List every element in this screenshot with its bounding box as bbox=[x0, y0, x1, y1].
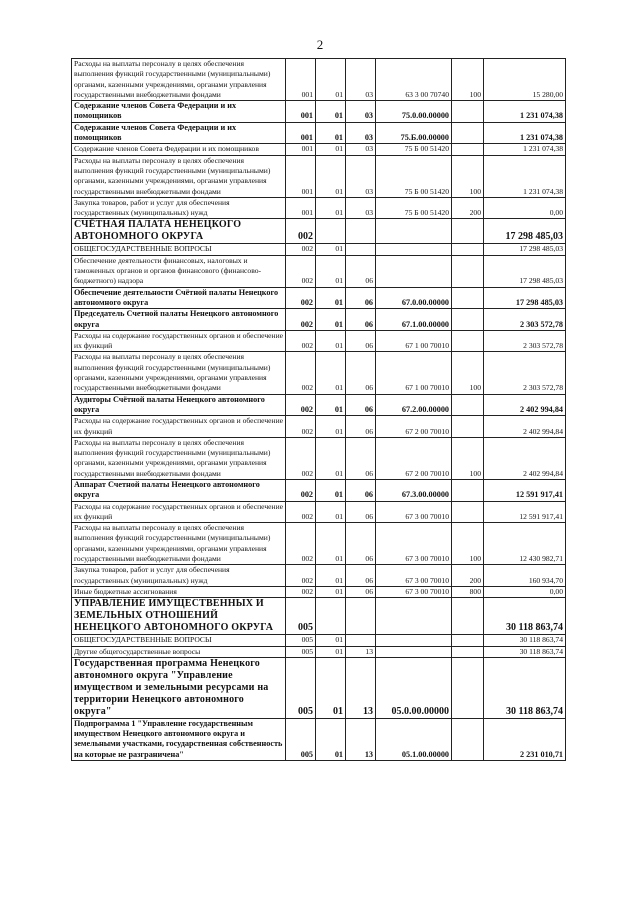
amount: 30 118 863,74 bbox=[484, 635, 566, 646]
expense-type-code bbox=[452, 287, 484, 309]
table-row bbox=[72, 309, 566, 331]
target-article-code: 67 1 00 70010 bbox=[376, 330, 452, 352]
subsection-code: 03 bbox=[346, 101, 376, 123]
target-article-code: 75.0.00.00000 bbox=[376, 101, 452, 123]
subsection-code bbox=[346, 219, 376, 244]
department-code: 001 bbox=[286, 122, 316, 144]
amount: 17 298 485,03 bbox=[484, 244, 566, 255]
expense-type-code bbox=[452, 657, 484, 718]
amount: 17 298 485,03 bbox=[484, 255, 566, 287]
section-code: 01 bbox=[316, 479, 346, 501]
table-row bbox=[72, 101, 566, 123]
budget-table bbox=[71, 58, 566, 761]
table-row bbox=[72, 330, 566, 352]
page-number: 2 bbox=[316, 37, 324, 52]
target-article-code bbox=[376, 635, 452, 646]
section-code: 01 bbox=[316, 101, 346, 123]
expense-type-code: 100 bbox=[452, 523, 484, 565]
subsection-code: 13 bbox=[346, 657, 376, 718]
section-code: 01 bbox=[316, 59, 346, 101]
expense-type-code: 100 bbox=[452, 352, 484, 394]
target-article-code: 75 Б 00 51420 bbox=[376, 144, 452, 155]
subsection-code bbox=[346, 244, 376, 255]
expense-type-code bbox=[452, 255, 484, 287]
budget-item-name: Государственная программа Ненецкого автономного округа "Управление имуществом и земельными ресурсами на территории Ненецкого автономного округа" bbox=[72, 657, 286, 718]
table-row bbox=[72, 523, 566, 565]
department-code: 005 bbox=[286, 635, 316, 646]
section-code: 01 bbox=[316, 586, 346, 597]
amount: 1 231 074,38 bbox=[484, 144, 566, 155]
target-article-code: 67 2 00 70010 bbox=[376, 416, 452, 438]
budget-item-name: Расходы на выплаты персоналу в целях обеспечения выполнения функций государственными (муниципальными) органами, казенными учреждениями, органами управления государственными внебюджетными фондами bbox=[72, 523, 286, 565]
department-code: 001 bbox=[286, 144, 316, 155]
department-code: 002 bbox=[286, 523, 316, 565]
table-row bbox=[72, 598, 566, 635]
target-article-code: 05.1.00.00000 bbox=[376, 718, 452, 760]
target-article-code: 75 Б 00 51420 bbox=[376, 155, 452, 197]
budget-item-name: Подпрограмма 1 "Управление государственным имуществом Ненецкого автономного округа и земельными участками, государственная собственность на которые не разграничена" bbox=[72, 718, 286, 760]
section-code: 01 bbox=[316, 646, 346, 657]
department-code: 005 bbox=[286, 646, 316, 657]
budget-item-name: Другие общегосударственные вопросы bbox=[72, 646, 286, 657]
section-code: 01 bbox=[316, 287, 346, 309]
table-row bbox=[72, 718, 566, 760]
table-row bbox=[72, 501, 566, 523]
budget-item-name: Обеспечение деятельности Счётной палаты Ненецкого автономного округа bbox=[72, 287, 286, 309]
section-code: 01 bbox=[316, 352, 346, 394]
section-code: 01 bbox=[316, 718, 346, 760]
amount: 2 231 010,71 bbox=[484, 718, 566, 760]
department-code: 002 bbox=[286, 501, 316, 523]
amount: 15 280,00 bbox=[484, 59, 566, 101]
budget-item-name: Расходы на содержание государственных органов и обеспечение их функций bbox=[72, 330, 286, 352]
amount: 2 402 994,84 bbox=[484, 394, 566, 416]
expense-type-code bbox=[452, 718, 484, 760]
budget-item-name: Расходы на выплаты персоналу в целях обеспечения выполнения функций государственными (муниципальными) органами, казенными учреждениями, органами управления государственными внебюджетными фондами bbox=[72, 155, 286, 197]
target-article-code: 67 3 00 70010 bbox=[376, 565, 452, 587]
expense-type-code bbox=[452, 501, 484, 523]
budget-item-name: Расходы на выплаты персоналу в целях обеспечения выполнения функций государственными (муниципальными) органами, казенными учреждениями, органами управления государственными внебюджетными фондами bbox=[72, 352, 286, 394]
amount: 30 118 863,74 bbox=[484, 657, 566, 718]
department-code: 002 bbox=[286, 330, 316, 352]
department-code: 001 bbox=[286, 197, 316, 219]
subsection-code: 06 bbox=[346, 565, 376, 587]
amount: 2 303 572,78 bbox=[484, 352, 566, 394]
subsection-code: 06 bbox=[346, 586, 376, 597]
table-row bbox=[72, 394, 566, 416]
expense-type-code bbox=[452, 309, 484, 331]
department-code: 002 bbox=[286, 565, 316, 587]
expense-type-code bbox=[452, 144, 484, 155]
table-row bbox=[72, 437, 566, 479]
target-article-code: 05.0.00.00000 bbox=[376, 657, 452, 718]
expense-type-code bbox=[452, 394, 484, 416]
department-code: 002 bbox=[286, 437, 316, 479]
table-row bbox=[72, 122, 566, 144]
amount: 2 402 994,84 bbox=[484, 416, 566, 438]
subsection-code: 06 bbox=[346, 309, 376, 331]
expense-type-code: 100 bbox=[452, 59, 484, 101]
subsection-code: 13 bbox=[346, 718, 376, 760]
table-row bbox=[72, 646, 566, 657]
table-row bbox=[72, 197, 566, 219]
subsection-code: 06 bbox=[346, 352, 376, 394]
budget-item-name: ОБЩЕГОСУДАРСТВЕННЫЕ ВОПРОСЫ bbox=[72, 244, 286, 255]
expense-type-code: 200 bbox=[452, 197, 484, 219]
subsection-code: 03 bbox=[346, 155, 376, 197]
table-row bbox=[72, 244, 566, 255]
department-code: 002 bbox=[286, 479, 316, 501]
budget-table-body bbox=[72, 59, 566, 761]
budget-item-name: ОБЩЕГОСУДАРСТВЕННЫЕ ВОПРОСЫ bbox=[72, 635, 286, 646]
table-row bbox=[72, 155, 566, 197]
amount: 1 231 074,38 bbox=[484, 101, 566, 123]
expense-type-code bbox=[452, 416, 484, 438]
department-code: 002 bbox=[286, 352, 316, 394]
expense-type-code bbox=[452, 635, 484, 646]
budget-item-name: Расходы на выплаты персоналу в целях обеспечения выполнения функций государственными (муниципальными) органами, казенными учреждениями, органами управления государственными внебюджетными фондами bbox=[72, 437, 286, 479]
amount: 0,00 bbox=[484, 197, 566, 219]
subsection-code: 13 bbox=[346, 646, 376, 657]
section-code: 01 bbox=[316, 657, 346, 718]
department-code: 002 bbox=[286, 255, 316, 287]
department-code: 001 bbox=[286, 155, 316, 197]
department-code: 005 bbox=[286, 657, 316, 718]
target-article-code: 67 3 00 70010 bbox=[376, 501, 452, 523]
expense-type-code: 200 bbox=[452, 565, 484, 587]
target-article-code: 67.3.00.00000 bbox=[376, 479, 452, 501]
expense-type-code bbox=[452, 330, 484, 352]
subsection-code: 06 bbox=[346, 394, 376, 416]
table-row bbox=[72, 255, 566, 287]
section-code bbox=[316, 219, 346, 244]
section-code: 01 bbox=[316, 197, 346, 219]
target-article-code: 67 3 00 70010 bbox=[376, 586, 452, 597]
budget-item-name: Аппарат Счетной палаты Ненецкого автономного округа bbox=[72, 479, 286, 501]
budget-item-name: Закупка товаров, работ и услуг для обеспечения государственных (муниципальных) нужд bbox=[72, 197, 286, 219]
budget-item-name: Председатель Счетной палаты Ненецкого автономного округа bbox=[72, 309, 286, 331]
table-row bbox=[72, 565, 566, 587]
subsection-code: 06 bbox=[346, 255, 376, 287]
target-article-code: 67.2.00.00000 bbox=[376, 394, 452, 416]
budget-item-name: Содержание членов Совета Федерации и их помощников bbox=[72, 144, 286, 155]
section-code: 01 bbox=[316, 523, 346, 565]
amount: 17 298 485,03 bbox=[484, 287, 566, 309]
expense-type-code bbox=[452, 646, 484, 657]
department-code: 005 bbox=[286, 718, 316, 760]
section-code: 01 bbox=[316, 155, 346, 197]
table-row bbox=[72, 586, 566, 597]
expense-type-code: 100 bbox=[452, 155, 484, 197]
amount: 0,00 bbox=[484, 586, 566, 597]
section-code: 01 bbox=[316, 255, 346, 287]
table-row bbox=[72, 144, 566, 155]
department-code: 002 bbox=[286, 244, 316, 255]
expense-type-code bbox=[452, 479, 484, 501]
section-code: 01 bbox=[316, 122, 346, 144]
department-code: 002 bbox=[286, 586, 316, 597]
target-article-code bbox=[376, 598, 452, 635]
budget-item-name: Иные бюджетные ассигнования bbox=[72, 586, 286, 597]
table-row bbox=[72, 635, 566, 646]
subsection-code: 06 bbox=[346, 523, 376, 565]
target-article-code bbox=[376, 219, 452, 244]
department-code: 002 bbox=[286, 309, 316, 331]
amount: 17 298 485,03 bbox=[484, 219, 566, 244]
subsection-code: 06 bbox=[346, 287, 376, 309]
subsection-code: 06 bbox=[346, 437, 376, 479]
target-article-code: 67 1 00 70010 bbox=[376, 352, 452, 394]
target-article-code: 63 3 00 70740 bbox=[376, 59, 452, 101]
budget-item-name: Содержание членов Совета Федерации и их помощников bbox=[72, 122, 286, 144]
budget-item-name: Содержание членов Совета Федерации и их помощников bbox=[72, 101, 286, 123]
table-row bbox=[72, 416, 566, 438]
budget-item-name: Расходы на выплаты персоналу в целях обеспечения выполнения функций государственными (муниципальными) органами, казенными учреждениями, органами управления государственными внебюджетными фондами bbox=[72, 59, 286, 101]
table-row bbox=[72, 59, 566, 101]
department-code: 002 bbox=[286, 219, 316, 244]
budget-item-name: Закупка товаров, работ и услуг для обеспечения государственных (муниципальных) нужд bbox=[72, 565, 286, 587]
target-article-code: 75 Б 00 51420 bbox=[376, 197, 452, 219]
budget-item-name: Расходы на содержание государственных органов и обеспечение их функций bbox=[72, 501, 286, 523]
amount: 1 231 074,38 bbox=[484, 155, 566, 197]
subsection-code: 03 bbox=[346, 59, 376, 101]
section-code: 01 bbox=[316, 394, 346, 416]
budget-item-name: Расходы на содержание государственных органов и обеспечение их функций bbox=[72, 416, 286, 438]
subsection-code: 06 bbox=[346, 501, 376, 523]
expense-type-code bbox=[452, 598, 484, 635]
target-article-code: 67.1.00.00000 bbox=[376, 309, 452, 331]
subsection-code: 03 bbox=[346, 122, 376, 144]
section-code: 01 bbox=[316, 565, 346, 587]
amount: 30 118 863,74 bbox=[484, 598, 566, 635]
section-code: 01 bbox=[316, 635, 346, 646]
expense-type-code bbox=[452, 244, 484, 255]
expense-type-code: 800 bbox=[452, 586, 484, 597]
department-code: 001 bbox=[286, 101, 316, 123]
table-row bbox=[72, 352, 566, 394]
budget-item-name: Аудиторы Счётной палаты Ненецкого автономного округа bbox=[72, 394, 286, 416]
expense-type-code bbox=[452, 122, 484, 144]
amount: 1 231 074,38 bbox=[484, 122, 566, 144]
target-article-code bbox=[376, 255, 452, 287]
subsection-code: 03 bbox=[346, 197, 376, 219]
target-article-code: 67.0.00.00000 bbox=[376, 287, 452, 309]
amount: 2 303 572,78 bbox=[484, 330, 566, 352]
target-article-code: 75.Б.00.00000 bbox=[376, 122, 452, 144]
budget-item-name: СЧЁТНАЯ ПАЛАТА НЕНЕЦКОГО АВТОНОМНОГО ОКРУГА bbox=[72, 219, 286, 244]
section-code: 01 bbox=[316, 501, 346, 523]
amount: 2 303 572,78 bbox=[484, 309, 566, 331]
budget-item-name: Обеспечение деятельности финансовых, налоговых и таможенных органов и органов финансового (финансово-бюджетного) надзора bbox=[72, 255, 286, 287]
table-row bbox=[72, 219, 566, 244]
section-code bbox=[316, 598, 346, 635]
section-code: 01 bbox=[316, 416, 346, 438]
department-code: 005 bbox=[286, 598, 316, 635]
amount: 2 402 994,84 bbox=[484, 437, 566, 479]
amount: 12 591 917,41 bbox=[484, 479, 566, 501]
subsection-code bbox=[346, 635, 376, 646]
subsection-code: 03 bbox=[346, 144, 376, 155]
subsection-code bbox=[346, 598, 376, 635]
department-code: 002 bbox=[286, 287, 316, 309]
section-code: 01 bbox=[316, 144, 346, 155]
amount: 12 591 917,41 bbox=[484, 501, 566, 523]
section-code: 01 bbox=[316, 244, 346, 255]
table-row bbox=[72, 287, 566, 309]
table-row bbox=[72, 657, 566, 718]
amount: 160 934,70 bbox=[484, 565, 566, 587]
department-code: 002 bbox=[286, 394, 316, 416]
expense-type-code: 100 bbox=[452, 437, 484, 479]
subsection-code: 06 bbox=[346, 330, 376, 352]
target-article-code: 67 2 00 70010 bbox=[376, 437, 452, 479]
subsection-code: 06 bbox=[346, 479, 376, 501]
department-code: 002 bbox=[286, 416, 316, 438]
section-code: 01 bbox=[316, 309, 346, 331]
table-row bbox=[72, 479, 566, 501]
budget-item-name: УПРАВЛЕНИЕ ИМУЩЕСТВЕННЫХ И ЗЕМЕЛЬНЫХ ОТНОШЕНИЙ НЕНЕЦКОГО АВТОНОМНОГО ОКРУГА bbox=[72, 598, 286, 635]
department-code: 001 bbox=[286, 59, 316, 101]
section-code: 01 bbox=[316, 330, 346, 352]
subsection-code: 06 bbox=[346, 416, 376, 438]
target-article-code bbox=[376, 646, 452, 657]
expense-type-code bbox=[452, 219, 484, 244]
target-article-code: 67 3 00 70010 bbox=[376, 523, 452, 565]
amount: 30 118 863,74 bbox=[484, 646, 566, 657]
section-code: 01 bbox=[316, 437, 346, 479]
target-article-code bbox=[376, 244, 452, 255]
amount: 12 430 982,71 bbox=[484, 523, 566, 565]
expense-type-code bbox=[452, 101, 484, 123]
